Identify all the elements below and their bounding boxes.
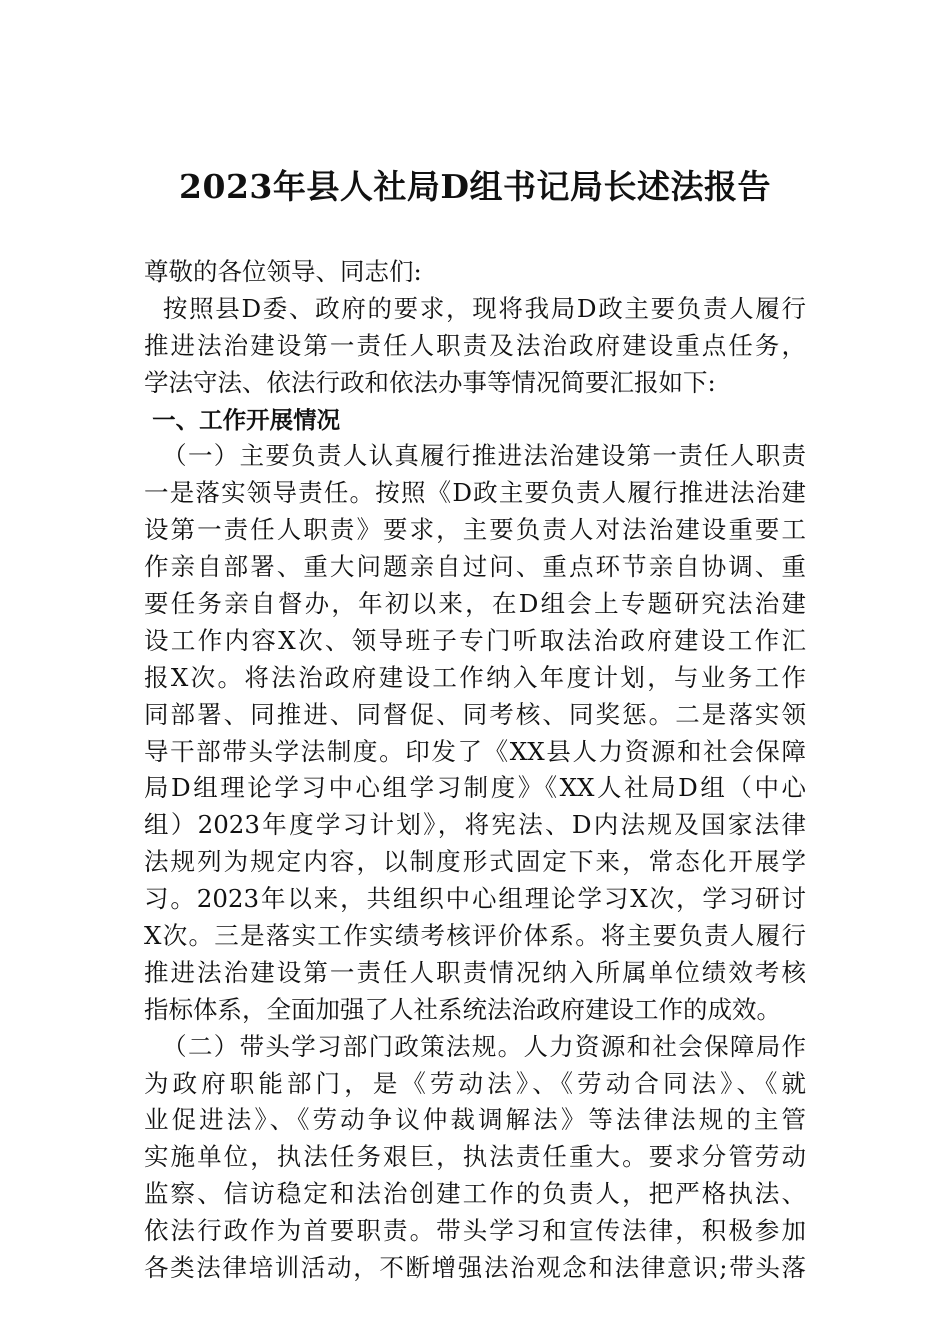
paragraph-line: 导干部带头学法制度。印发了《XX县人力资源和社会保障 bbox=[144, 736, 806, 766]
paragraph-line: 按照县D委、政府的要求，现将我局D政主要负责人履行 bbox=[144, 293, 806, 323]
paragraph-line: 组）2023年度学习计划》，将宪法、D内法规及国家法律 bbox=[144, 810, 806, 840]
salutation-line: 尊敬的各位领导、同志们: bbox=[144, 257, 422, 286]
paragraph-line: 推进法治建设第一责任人职责情况纳入所属单位绩效考核 bbox=[144, 957, 806, 987]
paragraph-line: 作亲自部署、重大问题亲自过问、重点环节亲自协调、重 bbox=[144, 552, 806, 582]
paragraph-line: 依法行政作为首要职责。带头学习和宣传法律，积极参加 bbox=[144, 1216, 806, 1246]
paragraph-line: 报X次。将法治政府建设工作纳入年度计划，与业务工作 bbox=[144, 662, 806, 692]
paragraph-line: 为政府职能部门，是《劳动法》、《劳动合同法》、《就 bbox=[144, 1068, 806, 1098]
paragraph-line: 设第一责任人职责》要求，主要负责人对法治建设重要工 bbox=[144, 515, 806, 545]
paragraph-line: 各类法律培训活动，不断增强法治观念和法律意识;带头落 bbox=[144, 1253, 806, 1283]
paragraph-line: 一是落实领导责任。按照《D政主要负责人履行推进法治建 bbox=[144, 478, 806, 508]
paragraph-line: 同部署、同推进、同督促、同考核、同奖惩。二是落实领 bbox=[144, 699, 806, 729]
paragraph-line: 实施单位，执法任务艰巨，执法责任重大。要求分管劳动 bbox=[144, 1142, 806, 1172]
paragraph-line: 设工作内容X次、领导班子专门听取法治政府建设工作汇 bbox=[144, 625, 806, 655]
paragraph-line: 局D组理论学习中心组学习制度》《XX人社局D组（中心 bbox=[144, 773, 806, 803]
paragraph-line: X次。三是落实工作实绩考核评价体系。将主要负责人履行 bbox=[144, 921, 806, 951]
paragraph-line: 习。2023年以来，共组织中心组理论学习X次，学习研讨 bbox=[144, 884, 806, 914]
paragraph-line: （二）带头学习部门政策法规。人力资源和社会保障局作 bbox=[144, 1031, 806, 1061]
section-heading: 一、工作开展情况 bbox=[144, 405, 341, 434]
paragraph-line: 业促进法》、《劳动争议仲裁调解法》等法律法规的主管 bbox=[144, 1105, 806, 1135]
paragraph-line: 学法守法、依法行政和依法办事等情况简要汇报如下: bbox=[144, 367, 716, 397]
paragraph-line: 要任务亲自督办，年初以来，在D组会上专题研究法治建 bbox=[144, 589, 806, 619]
document-title: 2023年县人社局D组书记局长述法报告 bbox=[179, 167, 771, 206]
paragraph-line: 法规列为规定内容，以制度形式固定下来，常态化开展学 bbox=[144, 847, 806, 877]
paragraph-line: 监察、信访稳定和法治创建工作的负责人，把严格执法、 bbox=[144, 1179, 806, 1209]
document-body bbox=[144, 254, 806, 1287]
paragraph-line: 指标体系，全面加强了人社系统法治政府建设工作的成效。 bbox=[144, 994, 781, 1024]
paragraph-line: 推进法治建设第一责任人职责及法治政府建设重点任务， bbox=[144, 330, 806, 360]
paragraph-line: （一）主要负责人认真履行推进法治建设第一责任人职责 bbox=[144, 441, 806, 471]
